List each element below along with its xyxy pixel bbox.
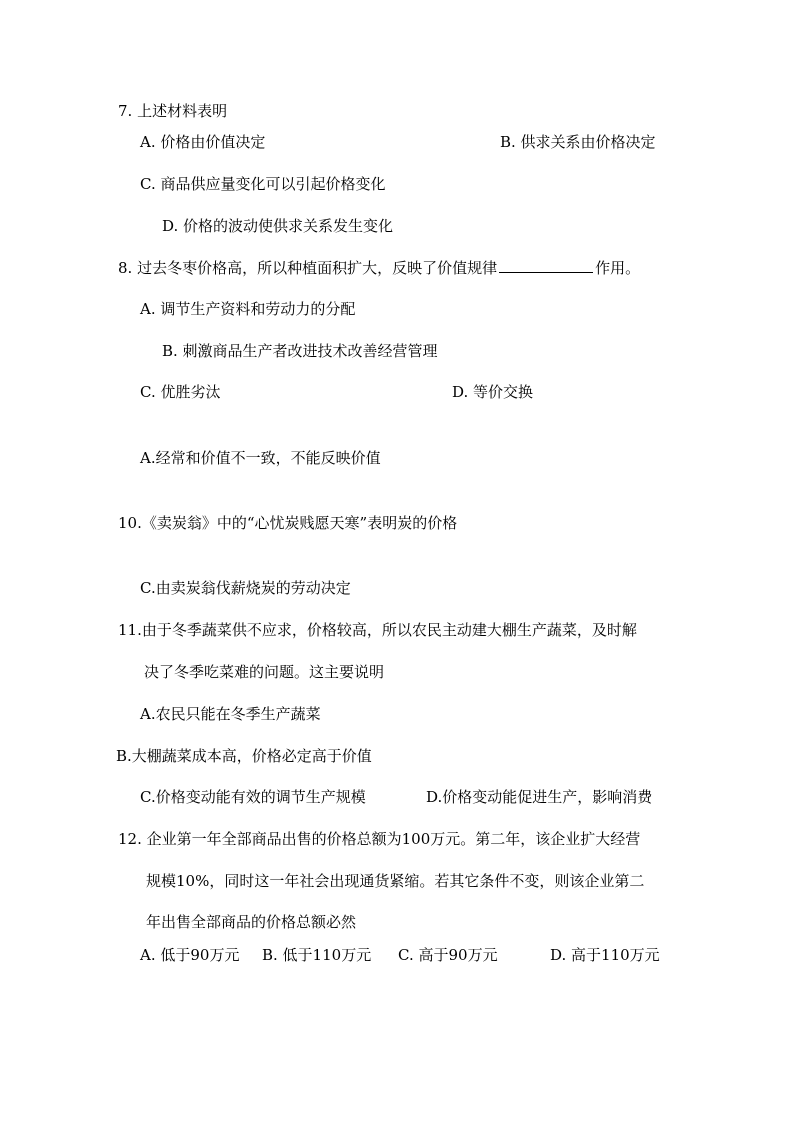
q8-answer-blank [499, 258, 593, 273]
q8-option-a: A. 调节生产资料和劳动力的分配 [140, 300, 356, 318]
q11-stem-line1: 11.由于冬季蔬菜供不应求，价格较高，所以农民主动建大棚生产蔬菜，及时解 [118, 621, 637, 639]
q12-stem-line1: 12. 企业第一年全部商品出售的价格总额为100万元。第二年，该企业扩大经营 [118, 830, 641, 848]
q12-option-a: A. 低于90万元 [140, 946, 240, 964]
q7-option-c: C. 商品供应量变化可以引起价格变化 [140, 175, 386, 193]
q12-stem-line3: 年出售全部商品的价格总额必然 [146, 913, 357, 931]
q10-stem: 10.《卖炭翁》中的“心忧炭贱愿天寒”表明炭的价格 [118, 514, 458, 532]
q8-option-c: C. 优胜劣汰 [140, 383, 221, 401]
q8-stem-before: 8. 过去冬枣价格高，所以种植面积扩大，反映了价值规律 [118, 259, 498, 277]
q11-option-d: D.价格变动能促进生产，影响消费 [426, 788, 653, 806]
q11-option-c: C.价格变动能有效的调节生产规模 [140, 788, 366, 806]
q8-option-b: B. 刺激商品生产者改进技术改善经营管理 [162, 342, 438, 360]
q7-option-b: B. 供求关系由价格决定 [500, 133, 656, 151]
q12-option-c: C. 高于90万元 [398, 946, 498, 964]
q12-option-d: D. 高于110万元 [550, 946, 660, 964]
q9-option-a: A.经常和价值不一致，不能反映价值 [140, 449, 381, 467]
q8-stem [118, 258, 640, 278]
q8-option-d: D. 等价交换 [452, 383, 534, 401]
q11-stem-line2: 决了冬季吃菜难的问题。这主要说明 [144, 663, 385, 681]
q7-stem: 7. 上述材料表明 [118, 102, 228, 120]
q12-stem-line2: 规模10%，同时这一年社会出现通货紧缩。若其它条件不变，则该企业第二 [146, 872, 645, 890]
q11-option-b: B.大棚蔬菜成本高，价格必定高于价值 [116, 747, 372, 765]
q7-option-a: A. 价格由价值决定 [140, 133, 266, 151]
q8-stem-after: 作用。 [595, 259, 641, 277]
q10-option-c: C.由卖炭翁伐薪烧炭的劳动决定 [140, 579, 351, 597]
q12-option-b: B. 低于110万元 [262, 946, 372, 964]
q11-option-a: A.农民只能在冬季生产蔬菜 [140, 705, 321, 723]
q7-option-d: D. 价格的波动使供求关系发生变化 [162, 217, 394, 235]
